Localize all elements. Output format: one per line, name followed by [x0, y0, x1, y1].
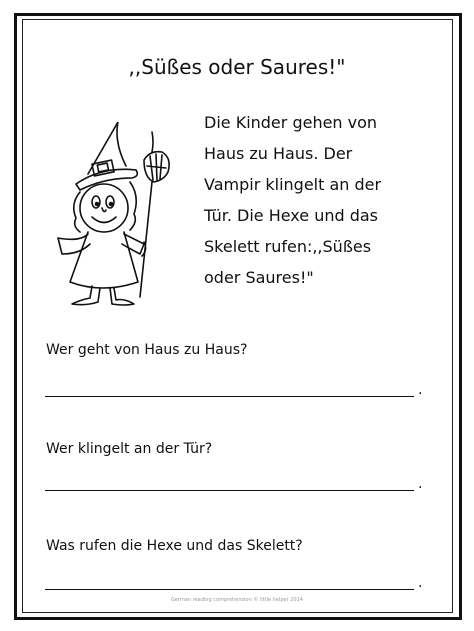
story-text [204, 107, 449, 293]
answer-period-1: . [418, 382, 423, 398]
story-line: Haus zu Haus. Der [204, 144, 353, 163]
broom-icon [140, 132, 169, 297]
answer-line-3[interactable] [45, 589, 414, 590]
story-line: oder Saures!" [204, 268, 314, 287]
answer-period-3: . [418, 575, 423, 591]
footer-credit: German reading comprehension © little helper 2014 [171, 597, 303, 603]
story-line: Skelett rufen:,,Süßes [204, 237, 372, 256]
worksheet-title: ,,Süßes oder Saures!" [128, 55, 346, 79]
answer-line-1[interactable] [45, 396, 414, 397]
hat-icon [76, 122, 137, 190]
question-2: Wer klingelt an der Tür? [46, 441, 213, 457]
question-1: Wer geht von Haus zu Haus? [46, 342, 248, 358]
story-line: Vampir klingelt an der [204, 175, 382, 194]
answer-period-2: . [418, 476, 423, 492]
question-3: Was rufen die Hexe und das Skelett? [46, 538, 303, 554]
answer-line-2[interactable] [45, 490, 414, 491]
witch-illustration [40, 122, 190, 307]
face-icon [80, 184, 128, 232]
story-line: Tür. Die Hexe und das [204, 206, 379, 225]
story-line: Die Kinder gehen von [204, 113, 378, 132]
